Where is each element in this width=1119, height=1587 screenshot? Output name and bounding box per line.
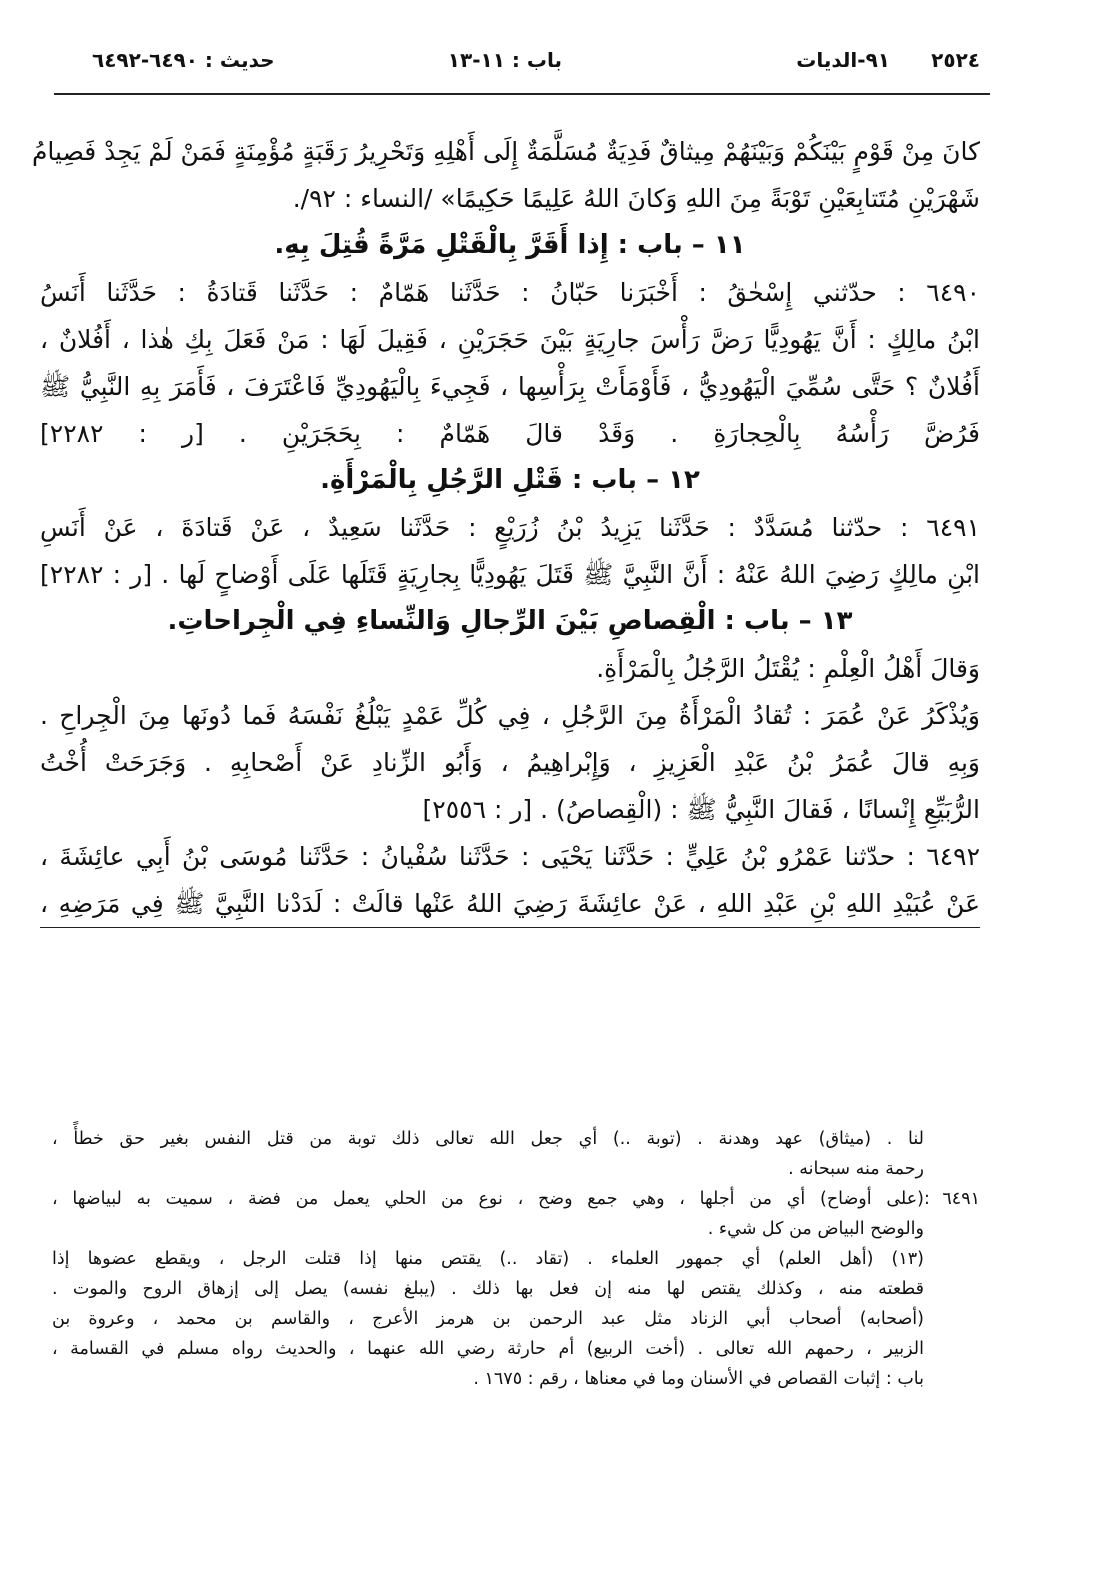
hadith-6490-line: ابْنُ مالِكٍ : أَنَّ يَهُودِيًّا رَضَّ رَأْسَ جارِيَةٍ بَيْنَ حَجَرَيْنِ ، فَقِيلَ لَهَا : مَنْ فَعَلَ بِكِ هٰذا ، أَفُلانٌ ، <box>40 325 980 354</box>
footnote-text: (على أوضاح) أي من أجلها ، وهي جمع وضح ، نوع من الحلي يعمل من فضة ، سميت به لبياضها ، <box>52 1189 924 1209</box>
footnotes <box>52 1124 980 1394</box>
footnote-tag: ٦٤٩١ : <box>924 1189 980 1209</box>
hadith-6490-line: ٦٤٩٠ : حدّثني إِسْحٰقُ : أَخْبَرَنا حَبّانُ : حَدَّثَنا هَمّامٌ : حَدَّثَنا قَتادَةُ : حَدَّثَنا أَنَسُ <box>40 278 980 307</box>
header-divider <box>54 93 990 95</box>
footnote-line: (١٣) (أهل العلم) أي جمهور العلماء . (تقاد ..) يقتص منها إذا قتلت الرجل ، ويقطع عضوها إذا <box>52 1249 924 1269</box>
hadith-6490-line: أَفُلانٌ ؟ حَتَّى سُمِّيَ الْيَهُودِيُّ ، فَأَوْمَأَتْ بِرَأْسِها ، فَجِيءَ بِالْيَهُودِيِّ فَاعْتَرَفَ ، فَأَمَرَ بِهِ النَّبِيُّ ﷺ <box>40 372 980 401</box>
book-title: ٩١-الديات <box>796 48 890 72</box>
footnote-line: والوضح البياض من كل شيء . <box>707 1219 924 1239</box>
verse-line: كانَ مِنْ قَوْمٍ بَيْنَكُمْ وَبَيْنَهُمْ مِيثاقٌ فَدِيَةٌ مُسَلَّمَةٌ إِلَى أَهْلِهِ وَتَحْرِيرُ رَقَبَةٍ مُؤْمِنَةٍ فَمَنْ لَمْ يَجِدْ فَصِيامُ <box>31 137 980 166</box>
chapter-heading-11: ١١ – باب : إِذا أَقَرَّ بِالْقَتْلِ مَرَّةً قُتِلَ بِهِ. <box>274 230 746 260</box>
hadith-range: حديث : ٦٤٩٠-٦٤٩٢ <box>92 48 275 72</box>
footnote-line: الزبير ، رحمهم الله تعالى . (أخت الربيع) أم حارثة رضي الله عنهما ، والحديث رواه مسلم في القسامة ، <box>52 1339 924 1359</box>
hadith-6492-line: ٦٤٩٢ : حدّثنا عَمْرُو بْنُ عَلِيٍّ : حَدَّثَنا يَحْيَى : حَدَّثَنا سُفْيانُ : حَدَّثَنا مُوسَى بْنُ أَبِي عائِشَةَ ، <box>40 842 980 871</box>
hadith-6490-line: فَرُضَّ رَأْسُهُ بِالْحِجارَةِ . وَقَدْ قالَ هَمّامٌ : بِحَجَرَيْنِ . [ر : ٢٢٨٢] <box>40 419 980 448</box>
footnote-line: (أصحابه) أصحاب أبي الزناد مثل عبد الرحمن بن هرمز الأعرج ، والقاسم بن محمد ، وعروة بن <box>52 1309 924 1329</box>
footnote-line: لنا . (ميثاق) عهد وهدنة . (توبة ..) أي جعل الله تعالى ذلك توبة من قتل النفس بغير حق خطأً ، <box>52 1129 924 1149</box>
chapter-13-line: وَقالَ أَهْلُ الْعِلْمِ : يُقْتَلُ الرَّجُلُ بِالْمَرْأَةِ. <box>596 654 980 683</box>
footnote-line <box>52 1184 980 1214</box>
chapter-13-line: وَبِهِ قالَ عُمَرُ بْنُ عَبْدِ الْعَزِيزِ ، وَإِبْراهِيمُ ، وَأَبُو الزِّنادِ عَنْ أَصْحابِهِ . وَجَرَحَتْ أُخْتُ <box>40 748 980 777</box>
main-text <box>31 128 980 928</box>
chapter-heading-12: ١٢ – باب : قَتْلِ الرَّجُلِ بِالْمَرْأَةِ. <box>320 465 700 495</box>
chapter-heading-13: ١٣ – باب : الْقِصاصِ بَيْنَ الرِّجالِ وَالنِّساءِ فِي الْجِراحاتِ. <box>167 606 853 636</box>
chapter-13-line: الرُّبَيِّعِ إِنْسانًا ، فَقالَ النَّبِيُّ ﷺ : (الْقِصاصُ) . [ر : ٢٥٥٦] <box>422 795 980 824</box>
bab-range: باب : ١١-١٣ <box>447 48 562 72</box>
hadith-6491-line: ٦٤٩١ : حدّثنا مُسَدَّدٌ : حَدَّثَنا يَزِيدُ بْنُ زُرَيْعٍ : حَدَّثَنا سَعِيدٌ ، عَنْ قَتادَةَ ، عَنْ أَنَسِ <box>40 513 980 542</box>
page-number: ٢٥٢٤ <box>931 48 980 72</box>
footnote-line: قطعته منه ، وكذلك يقتص لها منه إن فعل بها ذلك . (يبلغ نفسه) يصل إلى إزهاق الروح والموت . <box>52 1279 924 1299</box>
footnote-line: باب : إثبات القصاص في الأسنان وما في معناها ، رقم : ١٦٧٥ . <box>473 1369 924 1389</box>
running-header <box>92 42 980 82</box>
footnote-line: رحمة منه سبحانه . <box>788 1159 924 1179</box>
chapter-13-line: وَيُذْكَرُ عَنْ عُمَرَ : تُقادُ الْمَرْأَةُ مِنَ الرَّجُلِ ، فِي كُلِّ عَمْدٍ يَبْلُغُ نَفْسَهُ فَما دُونَها مِنَ الْجِراحِ . <box>40 701 980 730</box>
hadith-6492-line: عَنْ عُبَيْدِ اللهِ بْنِ عَبْدِ اللهِ ، عَنْ عائِشَةَ رَضِيَ اللهُ عَنْها قالَتْ : لَدَدْنا النَّبِيَّ ﷺ فِي مَرَضِهِ ، <box>40 880 980 928</box>
verse-line: شَهْرَيْنِ مُتَتابِعَيْنِ تَوْبَةً مِنَ اللهِ وَكانَ اللهُ عَلِيمًا حَكِيمًا» /النساء : ٩٢/. <box>292 184 980 213</box>
hadith-6491-line: ابْنِ مالِكٍ رَضِيَ اللهُ عَنْهُ : أَنَّ النَّبِيَّ ﷺ قَتَلَ يَهُودِيًّا بِجارِيَةٍ قَتَلَها عَلَى أَوْضاحٍ لَها . [ر : ٢٢٨٢] <box>40 560 980 589</box>
